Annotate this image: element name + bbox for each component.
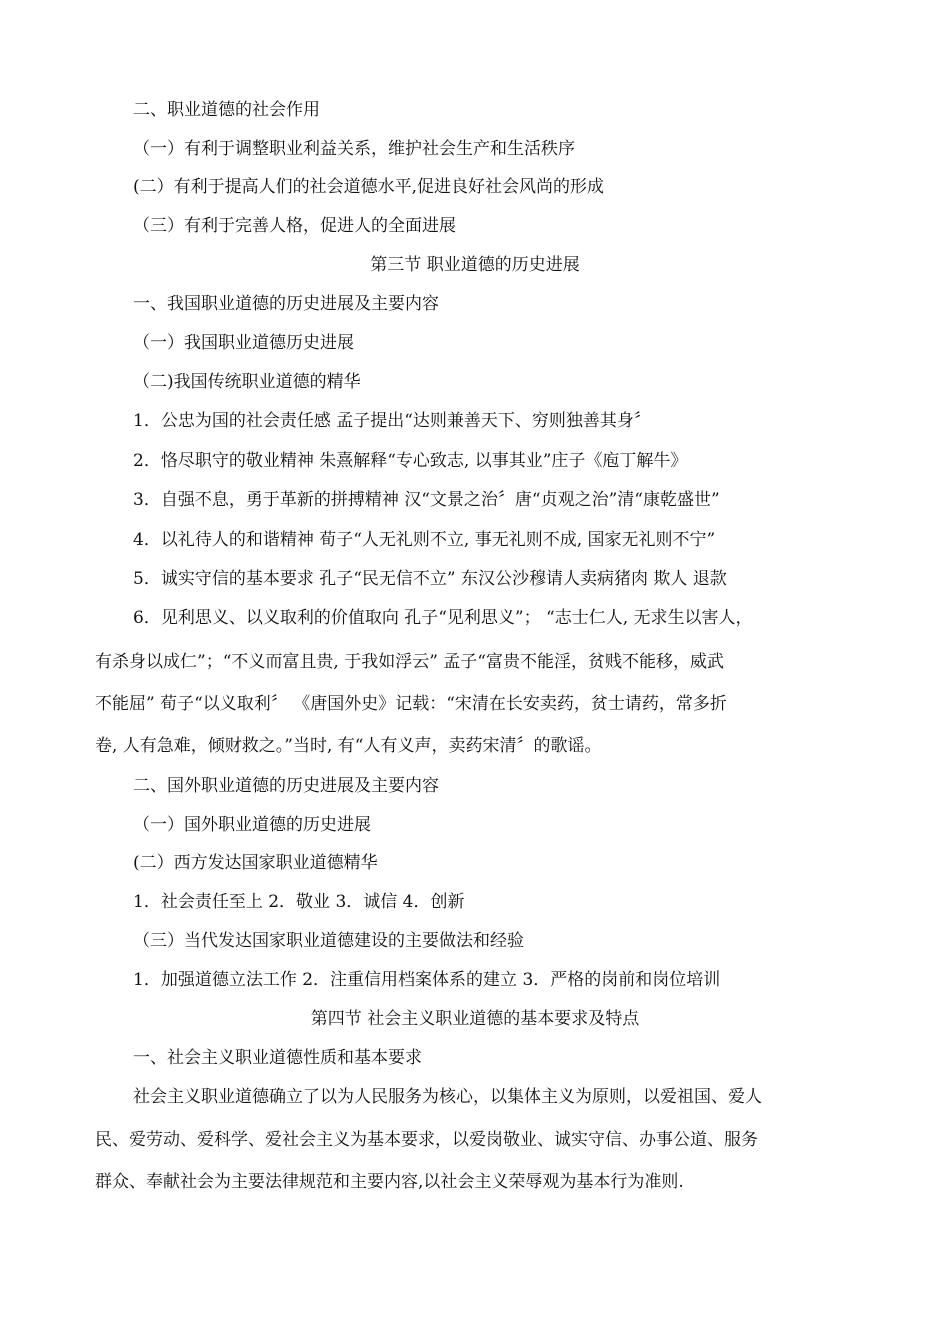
list-item: (二）有利于提高人们的社会道德水平,促进良好社会风尚的形成 [133, 177, 605, 197]
paragraph-line: 社会主义职业道德确立了以为人民服务为核心，以集体主义为原则，以爱祖国、爱人 [133, 1087, 762, 1107]
paragraph-line: 民、爱劳动、爱科学、爱社会主义为基本要求，以爱岗敬业、诚实守信、办事公道、服务 [95, 1130, 758, 1150]
list-item: 6．见利思义、以义取利的价值取向 孔子“见利思义”； “志士仁人, 无求生以害人， [133, 608, 753, 628]
list-item: （一）有利于调整职业利益关系，维护社会生产和生活秩序 [133, 139, 575, 159]
section-title-third: 第三节 职业道德的历史进展 [370, 255, 580, 275]
paragraph-line: 有杀身以成仁”；“不义而富且贵, 于我如浮云” 孟子“富贵不能淫，贫贱不能移，威武 [95, 652, 724, 672]
list-item: 1．社会责任至上 2．敬业 3．诚信 4．创新 [133, 892, 465, 912]
list-item: 4．以礼待人的和谐精神 荀子“人无礼则不立, 事无礼则不成, 国家无礼则不宁” [133, 530, 716, 550]
list-item: 2．恪尽职守的敬业精神 朱熹解释“专心致志, 以事其业”庄子《庖丁解牛》 [133, 451, 688, 471]
paragraph-line: 群众、奉献社会为主要法律规范和主要内容,以社会主义荣辱观为基本行为准则. [95, 1172, 684, 1192]
list-item: 5．诚实守信的基本要求 孔子“民无信不立” 东汉公沙穆请人卖病猪肉 欺人 退款 [133, 569, 727, 589]
list-item: 3．自强不息，勇于革新的拼搏精神 汉“文景之治〞唐“贞观之治”清“康乾盛世” [133, 490, 720, 510]
list-item: 1．加强道德立法工作 2．注重信用档案体系的建立 3．严格的岗前和岗位培训 [133, 970, 721, 990]
list-item: （一）国外职业道德的历史进展 [133, 815, 371, 835]
list-item: （三）当代发达国家职业道德建设的主要做法和经验 [133, 931, 524, 951]
section-title-fourth: 第四节 社会主义职业道德的基本要求及特点 [310, 1009, 640, 1029]
section-heading: 二、国外职业道德的历史进展及主要内容 [133, 776, 439, 796]
section-heading-social-role: 二、职业道德的社会作用 [133, 100, 320, 120]
section-heading: 一、我国职业道德的历史进展及主要内容 [133, 294, 439, 314]
paragraph-line: 卷, 人有急难，倾财救之。”当时, 有“人有义声，卖药宋清〞的歌谣。 [95, 736, 602, 756]
list-item: (二）西方发达国家职业道德精华 [133, 853, 378, 873]
paragraph-line: 不能屈” 荀子“以义取利〞 《唐国外史》记载：“宋清在长安卖药，贫士请药，常多折 [95, 694, 727, 714]
list-item: （二)我国传统职业道德的精华 [133, 372, 361, 392]
list-item: （三）有利于完善人格，促进人的全面进展 [133, 216, 456, 236]
section-heading: 一、社会主义职业道德性质和基本要求 [133, 1048, 422, 1068]
list-item: 1．公忠为国的社会责任感 孟子提出“达则兼善天下、穷则独善其身〞 [133, 411, 651, 431]
list-item: （一）我国职业道德历史进展 [133, 333, 354, 353]
